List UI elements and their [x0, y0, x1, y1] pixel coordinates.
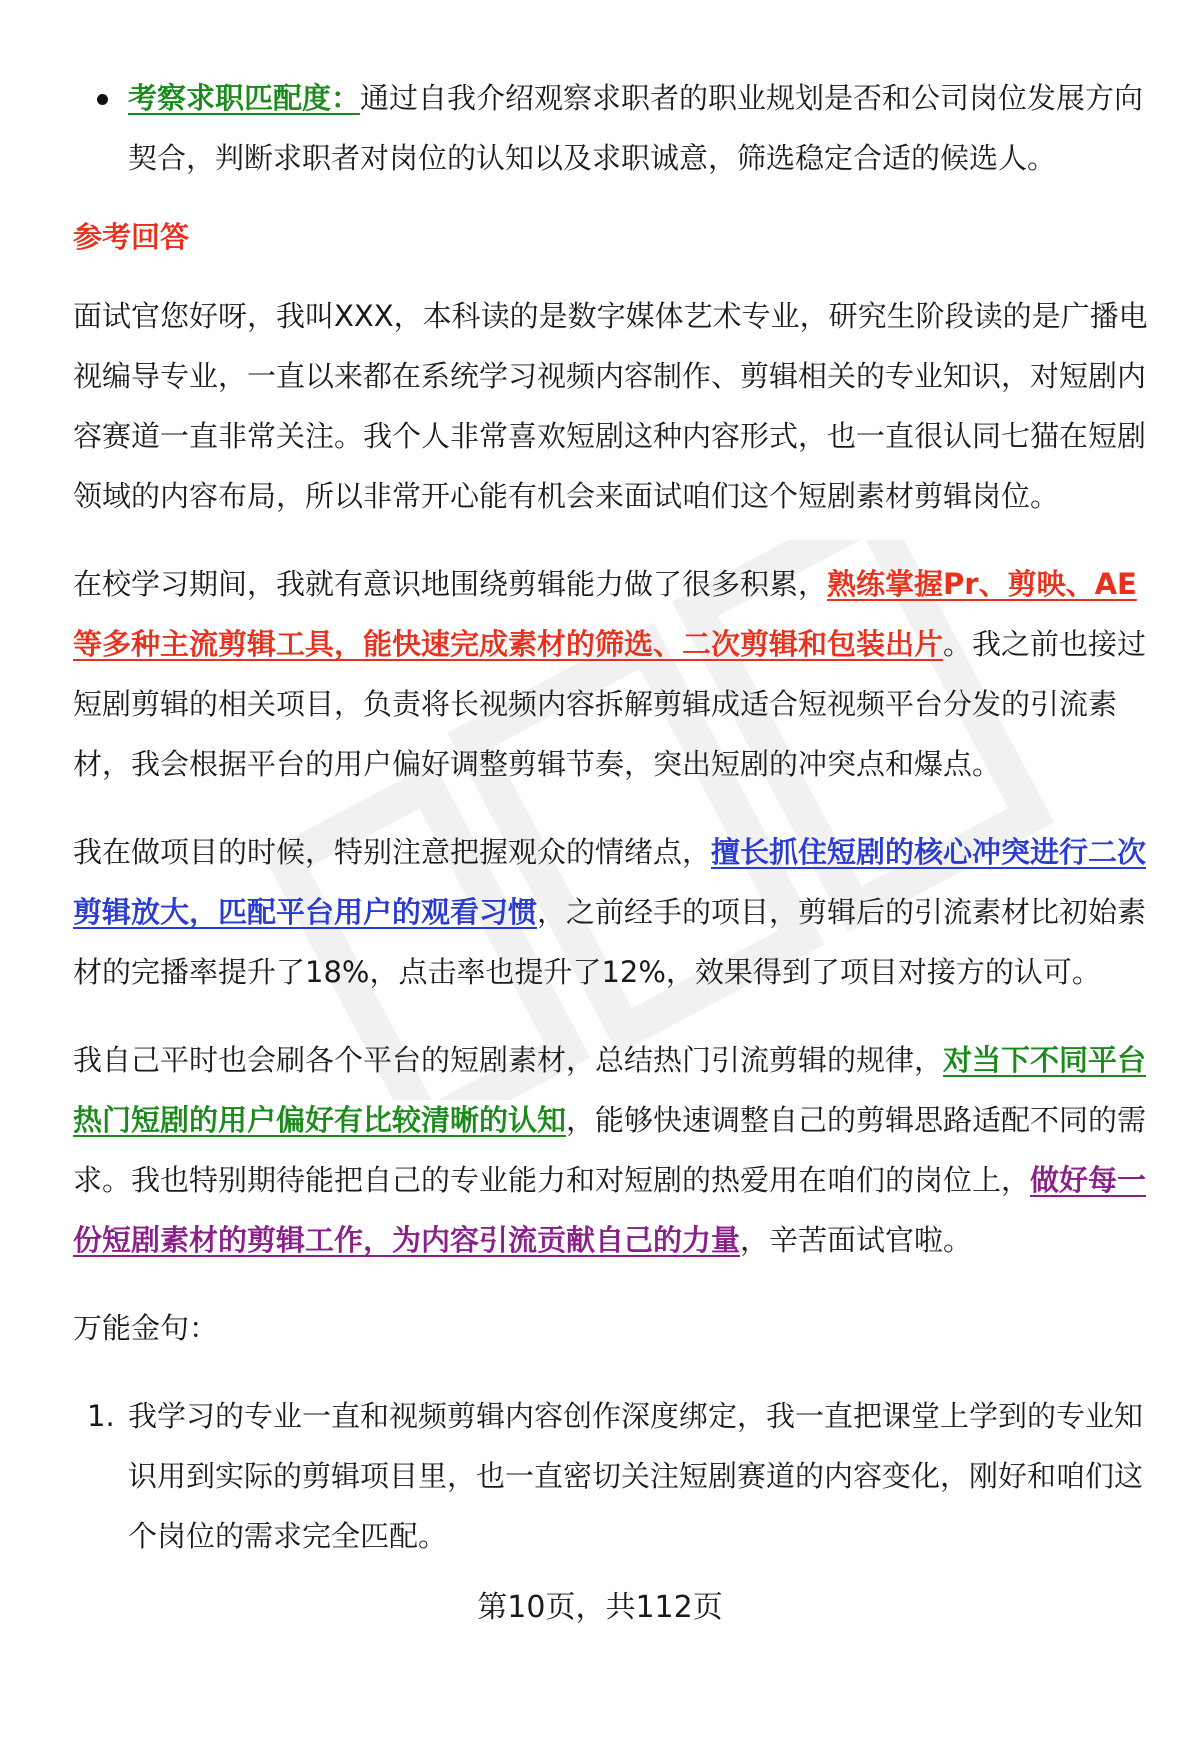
criteria-description: 通过自我介绍观察求职者的职业规划是否和公司岗位发展方向契合，判断求职者对岗位的认知以及求职诚意，筛选稳定合适的候选人。: [128, 81, 1144, 175]
paragraph-text: 在校学习期间，我就有意识地围绕剪辑能力做了很多积累，: [73, 567, 828, 601]
answer-paragraph-1: [73, 286, 1153, 526]
document-content: [73, 68, 1153, 1566]
paragraph-text: 我在做项目的时候，特别注意把握观众的情绪点，: [73, 835, 712, 869]
page-footer: 第10页，共112页: [477, 1590, 723, 1625]
criteria-bullet: [73, 68, 1153, 188]
answer-paragraph-4: [73, 1030, 1153, 1270]
bullet-dot-icon: [97, 94, 108, 105]
answer-heading: 参考回答: [73, 220, 190, 254]
criteria-text: [128, 68, 1153, 188]
paragraph-text: 。我之前也接过短剧剪辑的相关项目，负责将长视频内容拆解剪辑成适合短视频平台分发的引流素材，我会根据平台的用户偏好调整剪辑节奏，突出短剧的冲突点和爆点。: [73, 627, 1147, 781]
criteria-label: 考察求职匹配度：: [128, 81, 361, 115]
paragraph-text: 面试官您好呀，我叫XXX，本科读的是数字媒体艺术专业，研究生阶段读的是广播电视编导专业，一直以来都在系统学习视频内容制作、剪辑相关的专业知识，对短剧内容赛道一直非常关注。我个人非常喜欢短剧这种内容形式，也一直很认同七猫在短剧领域的内容布局，所以非常开心能有机会来面试咱们这个短剧素材剪辑岗位。: [73, 299, 1148, 513]
golden-item-text: 我学习的专业一直和视频剪辑内容创作深度绑定，我一直把课堂上学到的专业知识用到实际的剪辑项目里，也一直密切关注短剧赛道的内容变化，刚好和咱们这个岗位的需求完全匹配。: [128, 1399, 1144, 1553]
golden-list-item: [73, 1386, 1153, 1566]
paragraph-text: 我自己平时也会刷各个平台的短剧素材，总结热门引流剪辑的规律，: [73, 1043, 944, 1077]
highlight-green: 对当下不同平台热门短剧的用户偏好有比较清晰的认知: [73, 1043, 1147, 1137]
answer-paragraph-3: [73, 822, 1153, 1002]
highlight-blue: 擅长抓住短剧的核心冲突进行二次剪辑放大，匹配平台用户的观看习惯: [73, 835, 1147, 929]
paragraph-text: ，辛苦面试官啦。: [740, 1223, 973, 1257]
answer-paragraph-2: [73, 554, 1153, 794]
paragraph-text: ，能够快速调整自己的剪辑思路适配不同的需求。我也特别期待能把自己的专业能力和对短剧的热爱用在咱们的岗位上，: [73, 1103, 1147, 1197]
golden-heading: 万能金句：: [73, 1311, 219, 1345]
highlight-purple: 做好每一份短剧素材的剪辑工作，为内容引流贡献自己的力量: [73, 1163, 1147, 1257]
paragraph-text: ，之前经手的项目，剪辑后的引流素材比初始素材的完播率提升了18%，点击率也提升了12%，效果得到了项目对接方的认可。: [73, 895, 1147, 989]
list-number: 1.: [87, 1399, 115, 1433]
highlight-red: 熟练掌握Pr、剪映、AE等多种主流剪辑工具，能快速完成素材的筛选、二次剪辑和包装出片: [73, 567, 1137, 661]
